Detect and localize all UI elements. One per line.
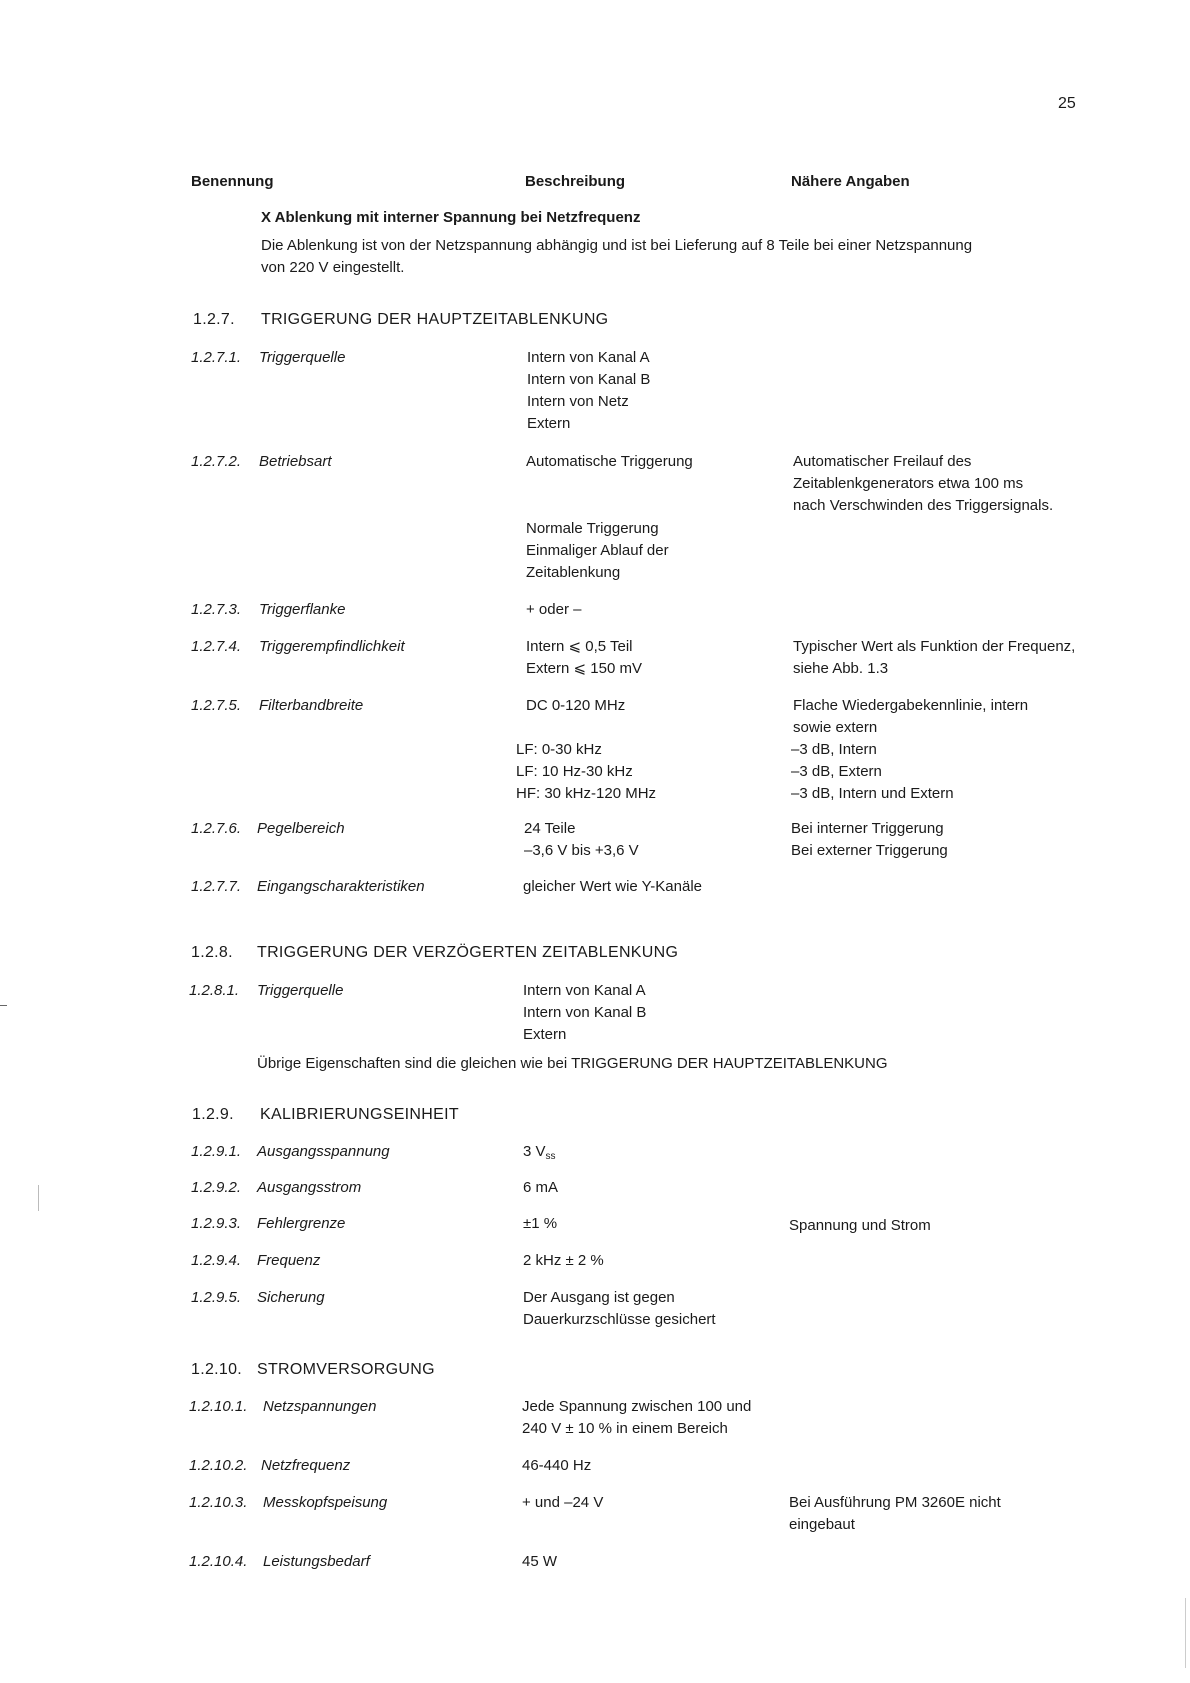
item-details [793, 636, 1075, 680]
section-1-2-9-number: 1.2.9. [192, 1106, 234, 1123]
details-line: –3 dB, Extern [791, 763, 882, 780]
section-1-2-10-number: 1.2.10. [191, 1361, 243, 1378]
item-details [793, 451, 1053, 517]
section-1-2-10-title: STROMVERSORGUNG [257, 1361, 435, 1378]
item-name-messkopfspeisung: Messkopfspeisung [263, 1494, 388, 1511]
item-number: 1.2.7.4. [191, 638, 242, 655]
item-name-pegelbereich: Pegelbereich [257, 820, 345, 837]
item-number: 1.2.7.2. [191, 453, 242, 470]
item-number: 1.2.7.7. [191, 878, 242, 895]
description-line: Normale Triggerung [526, 520, 659, 537]
item-details [791, 739, 954, 805]
description-line: Einmaliger Ablauf der [526, 542, 669, 559]
details-line: Automatischer Freilauf des [793, 453, 972, 470]
section-1-2-8-title: TRIGGERUNG DER VERZÖGERTEN ZEITABLENKUNG [257, 944, 679, 961]
details-line: –3 dB, Intern und Extern [791, 785, 954, 802]
item-number: 1.2.10.2. [189, 1457, 248, 1474]
description-line: Extern ⩽ 150 mV [526, 660, 642, 677]
description-line: Intern von Kanal B [523, 1004, 647, 1021]
item-number: 1.2.9.5. [191, 1289, 242, 1306]
item-number: 1.2.7.5. [191, 697, 242, 714]
column-header-beschreibung: Beschreibung [525, 173, 626, 190]
description-line: Jede Spannung zwischen 100 und [522, 1398, 752, 1415]
section-1-2-8-number: 1.2.8. [191, 944, 233, 961]
details-line: siehe Abb. 1.3 [793, 660, 889, 677]
description-line: 24 Teile [524, 820, 576, 837]
item-description: 2 kHz ± 2 % [523, 1252, 604, 1269]
description-line: 240 V ± 10 % in einem Bereich [522, 1420, 728, 1437]
description-subscript: ss [545, 1151, 556, 1162]
item-details [791, 818, 948, 862]
item-number: 1.2.9.2. [191, 1179, 242, 1196]
item-description [523, 1287, 716, 1331]
column-header-naehere-angaben: Nähere Angaben [791, 173, 910, 190]
details-line: eingebaut [789, 1516, 855, 1533]
details-line: nach Verschwinden des Triggersignals. [793, 497, 1054, 514]
description-line: Intern von Kanal B [527, 371, 651, 388]
item-description [523, 980, 646, 1046]
description-value: 3 V [523, 1143, 546, 1160]
details-line: Typischer Wert als Funktion der Frequenz, [793, 638, 1076, 655]
scan-artifact [1185, 1598, 1186, 1668]
item-description [524, 818, 639, 862]
item-number: 1.2.8.1. [189, 982, 240, 999]
item-number: 1.2.7.1. [191, 349, 242, 366]
item-description: + oder – [526, 601, 582, 618]
item-name-frequenz: Frequenz [257, 1252, 321, 1269]
item-description [526, 636, 642, 680]
item-description: Automatische Triggerung [526, 453, 693, 470]
page-number: 25 [1058, 95, 1076, 112]
item-description: 45 W [522, 1553, 558, 1570]
description-line: HF: 30 kHz-120 MHz [516, 785, 657, 802]
item-name-triggerempfindlichkeit: Triggerempfindlichkeit [259, 638, 405, 655]
description-line: Dauerkurzschlüsse gesichert [523, 1311, 716, 1328]
item-name-leistungsbedarf: Leistungsbedarf [263, 1553, 370, 1570]
item-number: 1.2.7.3. [191, 601, 242, 618]
section-1-2-8-note: Übrige Eigenschaften sind die gleichen wie bei TRIGGERUNG DER HAUPTZEITABLENKUNG [257, 1055, 888, 1072]
description-line: LF: 10 Hz-30 kHz [516, 763, 633, 780]
details-line: Bei Ausführung PM 3260E nicht [789, 1494, 1001, 1511]
item-details [789, 1492, 1001, 1536]
intro-text-line-2: von 220 V eingestellt. [261, 259, 405, 276]
item-number: 1.2.9.1. [191, 1143, 242, 1160]
item-name-triggerquelle: Triggerquelle [259, 349, 346, 366]
details-line: –3 dB, Intern [791, 741, 877, 758]
item-name-ausgangsstrom: Ausgangsstrom [257, 1179, 362, 1196]
item-description [527, 347, 650, 435]
column-header-benennung: Benennung [191, 173, 274, 190]
description-line: Der Ausgang ist gegen [523, 1289, 675, 1306]
item-name-triggerflanke: Triggerflanke [259, 601, 346, 618]
details-line: sowie extern [793, 719, 878, 736]
details-line: Bei externer Triggerung [791, 842, 948, 859]
item-description [523, 1141, 556, 1163]
description-line: Extern [527, 415, 571, 432]
item-number: 1.2.10.1. [189, 1398, 248, 1415]
item-number: 1.2.10.3. [189, 1494, 248, 1511]
description-line: LF: 0-30 kHz [516, 741, 602, 758]
details-line: Bei interner Triggerung [791, 820, 944, 837]
item-number: 1.2.9.4. [191, 1252, 242, 1269]
description-line: Extern [523, 1026, 567, 1043]
section-1-2-7-title: TRIGGERUNG DER HAUPTZEITABLENKUNG [261, 311, 609, 328]
item-number: 1.2.10.4. [189, 1553, 248, 1570]
section-1-2-7-number: 1.2.7. [193, 311, 235, 328]
item-description: 46-440 Hz [522, 1457, 592, 1474]
intro-title: X Ablenkung mit interner Spannung bei Netzfrequenz [261, 209, 641, 226]
details-line: Zeitablenkgenerators etwa 100 ms [793, 475, 1024, 492]
description-line: –3,6 V bis +3,6 V [524, 842, 639, 859]
description-line: Zeitablenkung [526, 564, 621, 581]
item-name-betriebsart: Betriebsart [259, 453, 332, 470]
item-number: 1.2.7.6. [191, 820, 242, 837]
item-description [522, 1396, 751, 1440]
item-number: 1.2.9.3. [191, 1215, 242, 1232]
item-description [526, 518, 669, 584]
item-description: gleicher Wert wie Y-Kanäle [523, 878, 702, 895]
item-name-netzspannungen: Netzspannungen [263, 1398, 377, 1415]
item-description: 6 mA [523, 1179, 559, 1196]
item-name-eingangscharakteristiken: Eingangscharakteristiken [257, 878, 425, 895]
item-details [793, 695, 1028, 739]
item-description: ±1 % [523, 1215, 558, 1232]
item-description [516, 739, 656, 805]
item-name-triggerquelle: Triggerquelle [257, 982, 344, 999]
item-details: Spannung und Strom [789, 1217, 931, 1234]
item-name-netzfrequenz: Netzfrequenz [261, 1457, 351, 1474]
details-line: Flache Wiedergabekennlinie, intern [793, 697, 1029, 714]
intro-text-line-1: Die Ablenkung ist von der Netzspannung abhängig und ist bei Lieferung auf 8 Teile bei einer Netzspannung [261, 237, 973, 254]
item-name-filterbandbreite: Filterbandbreite [259, 697, 364, 714]
item-name-ausgangsspannung: Ausgangsspannung [257, 1143, 390, 1160]
description-line: Intern ⩽ 0,5 Teil [526, 638, 633, 655]
scan-artifact [0, 1005, 7, 1006]
description-line: Intern von Netz [527, 393, 629, 410]
description-line: Intern von Kanal A [527, 349, 650, 366]
section-1-2-9-title: KALIBRIERUNGSEINHEIT [260, 1106, 459, 1123]
scan-artifact [38, 1185, 39, 1211]
description-line: Intern von Kanal A [523, 982, 646, 999]
item-name-fehlergrenze: Fehlergrenze [257, 1215, 346, 1232]
item-name-sicherung: Sicherung [257, 1289, 325, 1306]
item-description: + und –24 V [522, 1494, 604, 1511]
item-description: DC 0-120 MHz [526, 697, 626, 714]
